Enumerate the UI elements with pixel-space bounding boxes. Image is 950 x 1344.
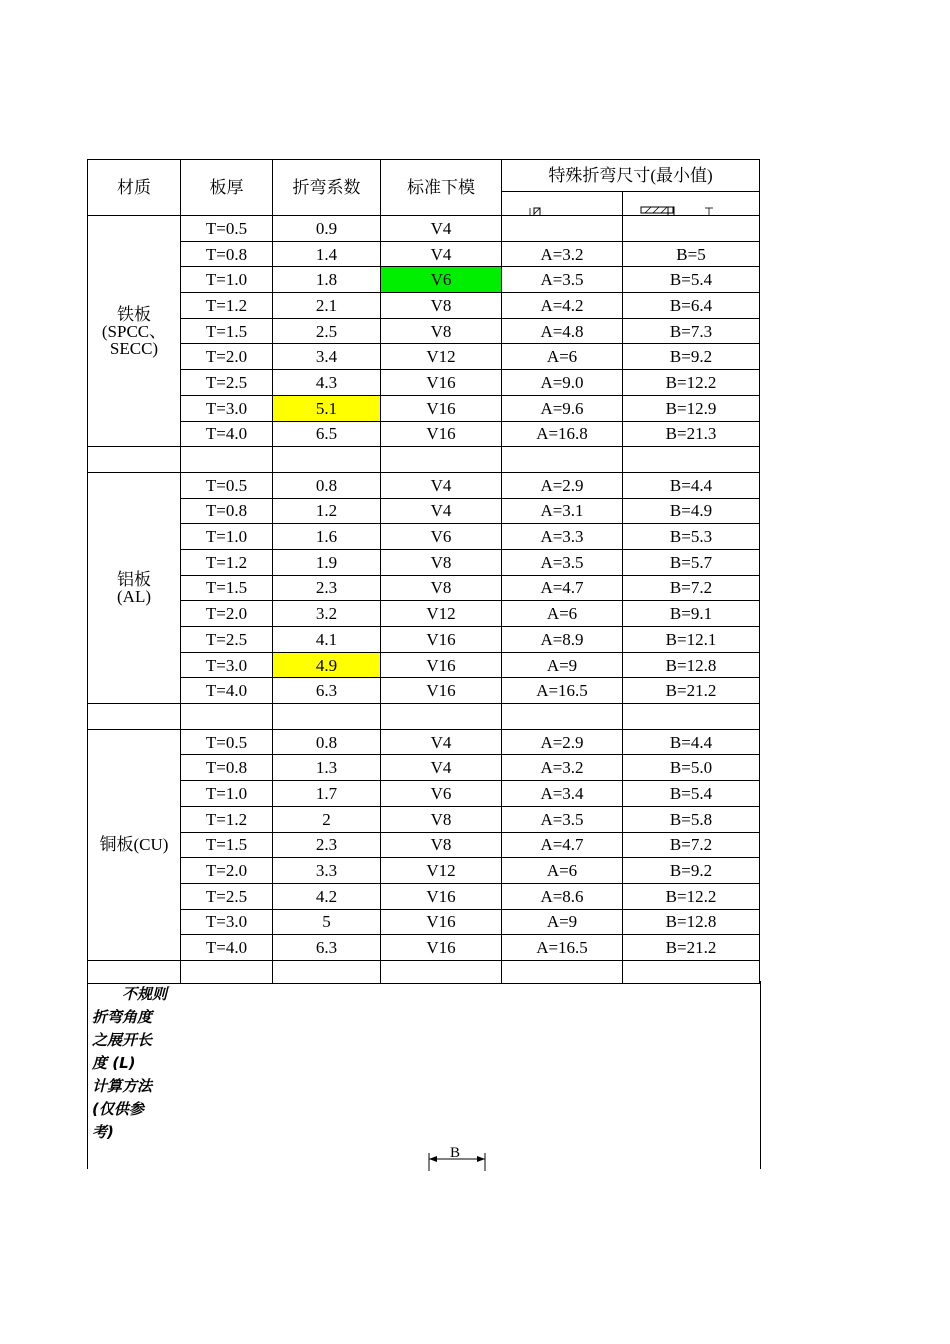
thickness-cell: T=1.5	[181, 318, 273, 344]
b-min-cell: B=12.8	[623, 909, 760, 935]
a-min-cell: A=16.8	[502, 421, 623, 447]
bend-coefficient-cell: 1.3	[273, 755, 381, 781]
standard-die-cell: V16	[381, 935, 502, 961]
empty-cell	[381, 704, 502, 730]
a-min-cell: A=8.9	[502, 627, 623, 653]
bend-coefficient-cell: 1.7	[273, 781, 381, 807]
material-name-line: (AL)	[117, 586, 151, 606]
thickness-cell: T=0.8	[181, 755, 273, 781]
b-min-cell: B=12.8	[623, 652, 760, 678]
thickness-cell: T=1.2	[181, 806, 273, 832]
header-bend-coefficient: 折弯系数	[273, 160, 381, 216]
empty-cell	[181, 960, 273, 983]
bend-coefficient-cell: 6.3	[273, 678, 381, 704]
a-min-cell: A=16.5	[502, 935, 623, 961]
a-min-cell: A=6	[502, 344, 623, 370]
b-min-cell: B=12.1	[623, 627, 760, 653]
a-min-cell: A=3.5	[502, 806, 623, 832]
a-min-cell: A=3.2	[502, 241, 623, 267]
standard-die-cell: V16	[381, 652, 502, 678]
table-row	[88, 832, 760, 858]
bend-coefficient-cell: 3.4	[273, 344, 381, 370]
table-row	[88, 755, 760, 781]
b-dimension-label: B	[450, 1145, 461, 1161]
a-min-cell: A=3.3	[502, 524, 623, 550]
bend-coefficient-cell: 6.5	[273, 421, 381, 447]
table-row	[88, 575, 760, 601]
empty-cell	[181, 704, 273, 730]
thickness-cell: T=2.0	[181, 858, 273, 884]
spacer-row	[88, 960, 760, 983]
thickness-cell: T=4.0	[181, 678, 273, 704]
thickness-cell: T=0.8	[181, 241, 273, 267]
thickness-cell: T=1.2	[181, 549, 273, 575]
spacer-row	[88, 447, 760, 473]
b-dimension-arrow-icon	[427, 1141, 487, 1171]
thickness-cell: T=4.0	[181, 935, 273, 961]
z-bend-a-diagram-icon	[502, 204, 623, 216]
empty-cell	[181, 447, 273, 473]
b-min-cell: B=21.2	[623, 935, 760, 961]
empty-cell	[623, 447, 760, 473]
note-line: 不规则	[122, 985, 168, 1003]
empty-cell	[623, 960, 760, 983]
table-row	[88, 935, 760, 961]
a-min-cell: A=8.6	[502, 883, 623, 909]
thickness-cell: T=2.5	[181, 883, 273, 909]
table-row	[88, 524, 760, 550]
standard-die-cell: V16	[381, 909, 502, 935]
material-name-line: SECC)	[109, 338, 159, 358]
table-row	[88, 806, 760, 832]
a-min-cell: A=3.2	[502, 755, 623, 781]
bend-coefficient-cell: 0.8	[273, 472, 381, 498]
a-min-cell: A=2.9	[502, 729, 623, 755]
spacer-row	[88, 704, 760, 730]
a-min-cell: A=9	[502, 909, 623, 935]
a-min-cell: A=6	[502, 601, 623, 627]
standard-die-cell: V16	[381, 395, 502, 421]
table-row	[88, 344, 760, 370]
b-min-cell	[623, 216, 760, 242]
b-min-cell: B=5.4	[623, 781, 760, 807]
table-row	[88, 858, 760, 884]
a-min-cell: A=9	[502, 652, 623, 678]
standard-die-cell: V6	[381, 524, 502, 550]
bend-coefficient-cell: 4.3	[273, 370, 381, 396]
thickness-cell: T=1.5	[181, 832, 273, 858]
bend-coefficient-cell: 3.2	[273, 601, 381, 627]
bend-coefficient-cell: 2	[273, 806, 381, 832]
standard-die-cell: V4	[381, 241, 502, 267]
b-dimension-diagram	[623, 192, 760, 216]
b-min-cell: B=5.3	[623, 524, 760, 550]
empty-cell	[502, 704, 623, 730]
note-line: 考)	[92, 1123, 114, 1141]
bend-coefficient-cell: 4.1	[273, 627, 381, 653]
bend-coefficient-cell: 4.2	[273, 883, 381, 909]
irregular-bend-notes-section	[87, 981, 761, 1169]
b-min-cell: B=5.7	[623, 549, 760, 575]
bend-coefficient-cell: 5	[273, 909, 381, 935]
bend-coefficient-cell: 3.3	[273, 858, 381, 884]
b-min-cell: B=12.2	[623, 370, 760, 396]
empty-cell	[381, 960, 502, 983]
a-min-cell: A=4.8	[502, 318, 623, 344]
table-row	[88, 267, 760, 293]
material-name-cell	[88, 216, 181, 447]
standard-die-cell: V8	[381, 575, 502, 601]
b-min-cell: B=21.2	[623, 678, 760, 704]
table-row	[88, 909, 760, 935]
table-row	[88, 395, 760, 421]
empty-cell	[88, 447, 181, 473]
empty-cell	[623, 704, 760, 730]
b-min-cell: B=12.2	[623, 883, 760, 909]
b-min-cell: B=5	[623, 241, 760, 267]
thickness-cell: T=2.5	[181, 627, 273, 653]
thickness-cell: T=0.5	[181, 216, 273, 242]
empty-cell	[273, 447, 381, 473]
thickness-cell: T=3.0	[181, 395, 273, 421]
table-row	[88, 421, 760, 447]
empty-cell	[273, 704, 381, 730]
table-row	[88, 241, 760, 267]
b-min-cell: B=9.2	[623, 858, 760, 884]
a-min-cell: A=3.4	[502, 781, 623, 807]
thickness-cell: T=3.0	[181, 909, 273, 935]
standard-die-cell: V16	[381, 370, 502, 396]
bend-coefficient-cell: 1.6	[273, 524, 381, 550]
header-material: 材质	[88, 160, 181, 216]
empty-cell	[88, 960, 181, 983]
irregular-bend-note	[92, 983, 180, 1144]
empty-cell	[502, 960, 623, 983]
table-row	[88, 472, 760, 498]
thickness-cell: T=1.0	[181, 524, 273, 550]
standard-die-cell: V16	[381, 627, 502, 653]
bend-coefficient-cell: 1.2	[273, 498, 381, 524]
a-min-cell: A=16.5	[502, 678, 623, 704]
a-dimension-diagram	[502, 192, 623, 216]
bend-coefficient-cell: 2.3	[273, 575, 381, 601]
b-min-cell: B=9.1	[623, 601, 760, 627]
header-standard-die: 标准下模	[381, 160, 502, 216]
a-min-cell: A=3.5	[502, 267, 623, 293]
header-special-bend-size: 特殊折弯尺寸(最小值)	[502, 160, 760, 192]
table-row	[88, 498, 760, 524]
standard-die-cell: V4	[381, 472, 502, 498]
table-row	[88, 601, 760, 627]
note-line: (仅供参	[92, 1100, 144, 1118]
table-row	[88, 781, 760, 807]
bend-table-sheet	[87, 159, 760, 984]
b-min-cell: B=7.2	[623, 832, 760, 858]
z-bend-b-diagram-icon	[623, 204, 760, 216]
standard-die-cell: V4	[381, 755, 502, 781]
a-min-cell: A=4.7	[502, 575, 623, 601]
b-min-cell: B=5.4	[623, 267, 760, 293]
thickness-cell: T=0.5	[181, 729, 273, 755]
thickness-cell: T=2.0	[181, 601, 273, 627]
thickness-cell: T=1.5	[181, 575, 273, 601]
thickness-cell: T=2.0	[181, 344, 273, 370]
bend-coefficient-cell: 0.8	[273, 729, 381, 755]
header-row	[88, 160, 760, 192]
bend-coefficient-cell: 4.9	[273, 652, 381, 678]
thickness-cell: T=1.0	[181, 781, 273, 807]
thickness-cell: T=0.8	[181, 498, 273, 524]
b-min-cell: B=6.4	[623, 293, 760, 319]
thickness-cell: T=2.5	[181, 370, 273, 396]
b-min-cell: B=21.3	[623, 421, 760, 447]
b-min-cell: B=5.0	[623, 755, 760, 781]
a-min-cell: A=4.2	[502, 293, 623, 319]
empty-cell	[381, 447, 502, 473]
a-min-cell: A=4.7	[502, 832, 623, 858]
standard-die-cell: V6	[381, 267, 502, 293]
a-min-cell: A=3.5	[502, 549, 623, 575]
bend-allowance-table	[87, 159, 760, 984]
material-name-line: 铁板	[117, 304, 151, 324]
material-name-cell	[88, 729, 181, 960]
b-min-cell: B=7.3	[623, 318, 760, 344]
a-min-cell: A=3.1	[502, 498, 623, 524]
table-row	[88, 318, 760, 344]
table-row	[88, 549, 760, 575]
a-min-cell: A=9.6	[502, 395, 623, 421]
b-min-cell: B=9.2	[623, 344, 760, 370]
note-line: 计算方法	[92, 1077, 153, 1095]
material-name-cell	[88, 472, 181, 703]
standard-die-cell: V6	[381, 781, 502, 807]
a-min-cell: A=2.9	[502, 472, 623, 498]
note-line: 折弯角度	[92, 1008, 153, 1026]
material-name-line: (SPCC、	[101, 321, 167, 341]
table-row	[88, 370, 760, 396]
bend-coefficient-cell: 1.8	[273, 267, 381, 293]
b-min-cell: B=7.2	[623, 575, 760, 601]
table-row	[88, 216, 760, 242]
table-row	[88, 729, 760, 755]
thickness-cell: T=3.0	[181, 652, 273, 678]
bend-coefficient-cell: 2.3	[273, 832, 381, 858]
b-min-cell: B=4.9	[623, 498, 760, 524]
note-line: 度 (L)	[92, 1054, 136, 1072]
standard-die-cell: V4	[381, 216, 502, 242]
bend-coefficient-cell: 0.9	[273, 216, 381, 242]
bend-coefficient-cell: 1.9	[273, 549, 381, 575]
table-row	[88, 883, 760, 909]
table-row	[88, 652, 760, 678]
thickness-cell: T=4.0	[181, 421, 273, 447]
material-name-line: 铜板(CU)	[99, 835, 169, 855]
empty-cell	[273, 960, 381, 983]
standard-die-cell: V8	[381, 832, 502, 858]
a-min-cell: A=9.0	[502, 370, 623, 396]
standard-die-cell: V16	[381, 678, 502, 704]
b-min-cell: B=4.4	[623, 729, 760, 755]
table-row	[88, 293, 760, 319]
bend-coefficient-cell: 2.1	[273, 293, 381, 319]
standard-die-cell: V12	[381, 858, 502, 884]
b-min-cell: B=5.8	[623, 806, 760, 832]
bend-coefficient-cell: 1.4	[273, 241, 381, 267]
standard-die-cell: V8	[381, 549, 502, 575]
thickness-cell: T=1.2	[181, 293, 273, 319]
note-line: 之展开长	[92, 1031, 153, 1049]
standard-die-cell: V4	[381, 729, 502, 755]
table-row	[88, 627, 760, 653]
standard-die-cell: V8	[381, 318, 502, 344]
thickness-cell: T=1.0	[181, 267, 273, 293]
standard-die-cell: V8	[381, 293, 502, 319]
b-min-cell: B=12.9	[623, 395, 760, 421]
standard-die-cell: V4	[381, 498, 502, 524]
b-min-cell: B=4.4	[623, 472, 760, 498]
standard-die-cell: V12	[381, 344, 502, 370]
standard-die-cell: V12	[381, 601, 502, 627]
a-min-cell	[502, 216, 623, 242]
table-row	[88, 678, 760, 704]
standard-die-cell: V16	[381, 421, 502, 447]
bend-coefficient-cell: 2.5	[273, 318, 381, 344]
standard-die-cell: V16	[381, 883, 502, 909]
bend-coefficient-cell: 6.3	[273, 935, 381, 961]
a-min-cell: A=6	[502, 858, 623, 884]
empty-cell	[502, 447, 623, 473]
header-thickness: 板厚	[181, 160, 273, 216]
standard-die-cell: V8	[381, 806, 502, 832]
material-name-line: 铝板	[117, 569, 151, 589]
thickness-cell: T=0.5	[181, 472, 273, 498]
empty-cell	[88, 704, 181, 730]
bend-coefficient-cell: 5.1	[273, 395, 381, 421]
